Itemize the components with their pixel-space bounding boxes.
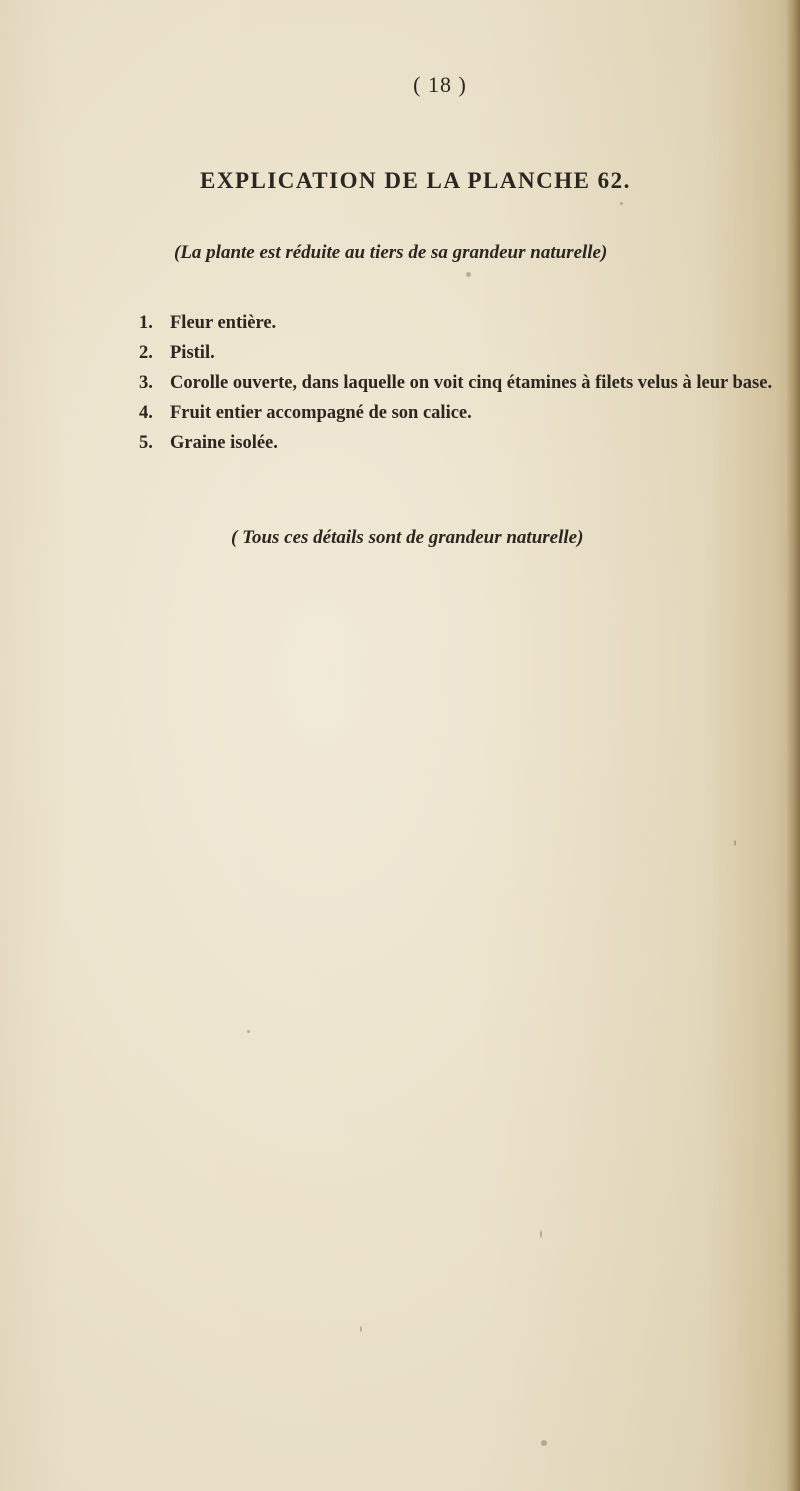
paper-speck xyxy=(247,1030,250,1033)
plate-title: EXPLICATION DE LA PLANCHE 62. xyxy=(200,168,631,193)
paper-speck xyxy=(540,1230,542,1238)
legend-number: 1. xyxy=(139,313,153,333)
legend-number: 2. xyxy=(139,343,153,363)
paper-speck xyxy=(360,1326,362,1332)
reduction-note: (La plante est réduite au tiers de sa grandeur naturelle) xyxy=(174,242,608,263)
page-number: ( 18 ) xyxy=(413,72,467,97)
legend-number: 5. xyxy=(139,433,153,453)
paper-speck xyxy=(466,272,471,277)
paper-speck xyxy=(734,840,736,846)
legend-item xyxy=(139,308,779,338)
scale-note: ( Tous ces détails sont de grandeur naturelle) xyxy=(231,527,584,548)
legend-list xyxy=(139,308,779,458)
legend-number: 4. xyxy=(139,403,153,423)
legend-number: 3. xyxy=(139,373,153,393)
page-edge-shadow xyxy=(786,0,800,1491)
legend-text: Corolle ouverte, dans laquelle on voit cinq étamines à filets velus à leur base. xyxy=(170,373,773,393)
paper-speck xyxy=(541,1440,547,1446)
legend-item xyxy=(139,428,779,458)
paper-speck xyxy=(620,202,623,205)
legend-text: Graine isolée. xyxy=(170,433,278,453)
legend-text: Pistil. xyxy=(170,343,215,363)
legend-item xyxy=(139,398,779,428)
legend-item xyxy=(139,368,779,398)
legend-text: Fleur entière. xyxy=(170,313,277,333)
legend-text: Fruit entier accompagné de son calice. xyxy=(170,403,472,423)
legend-item xyxy=(139,338,779,368)
